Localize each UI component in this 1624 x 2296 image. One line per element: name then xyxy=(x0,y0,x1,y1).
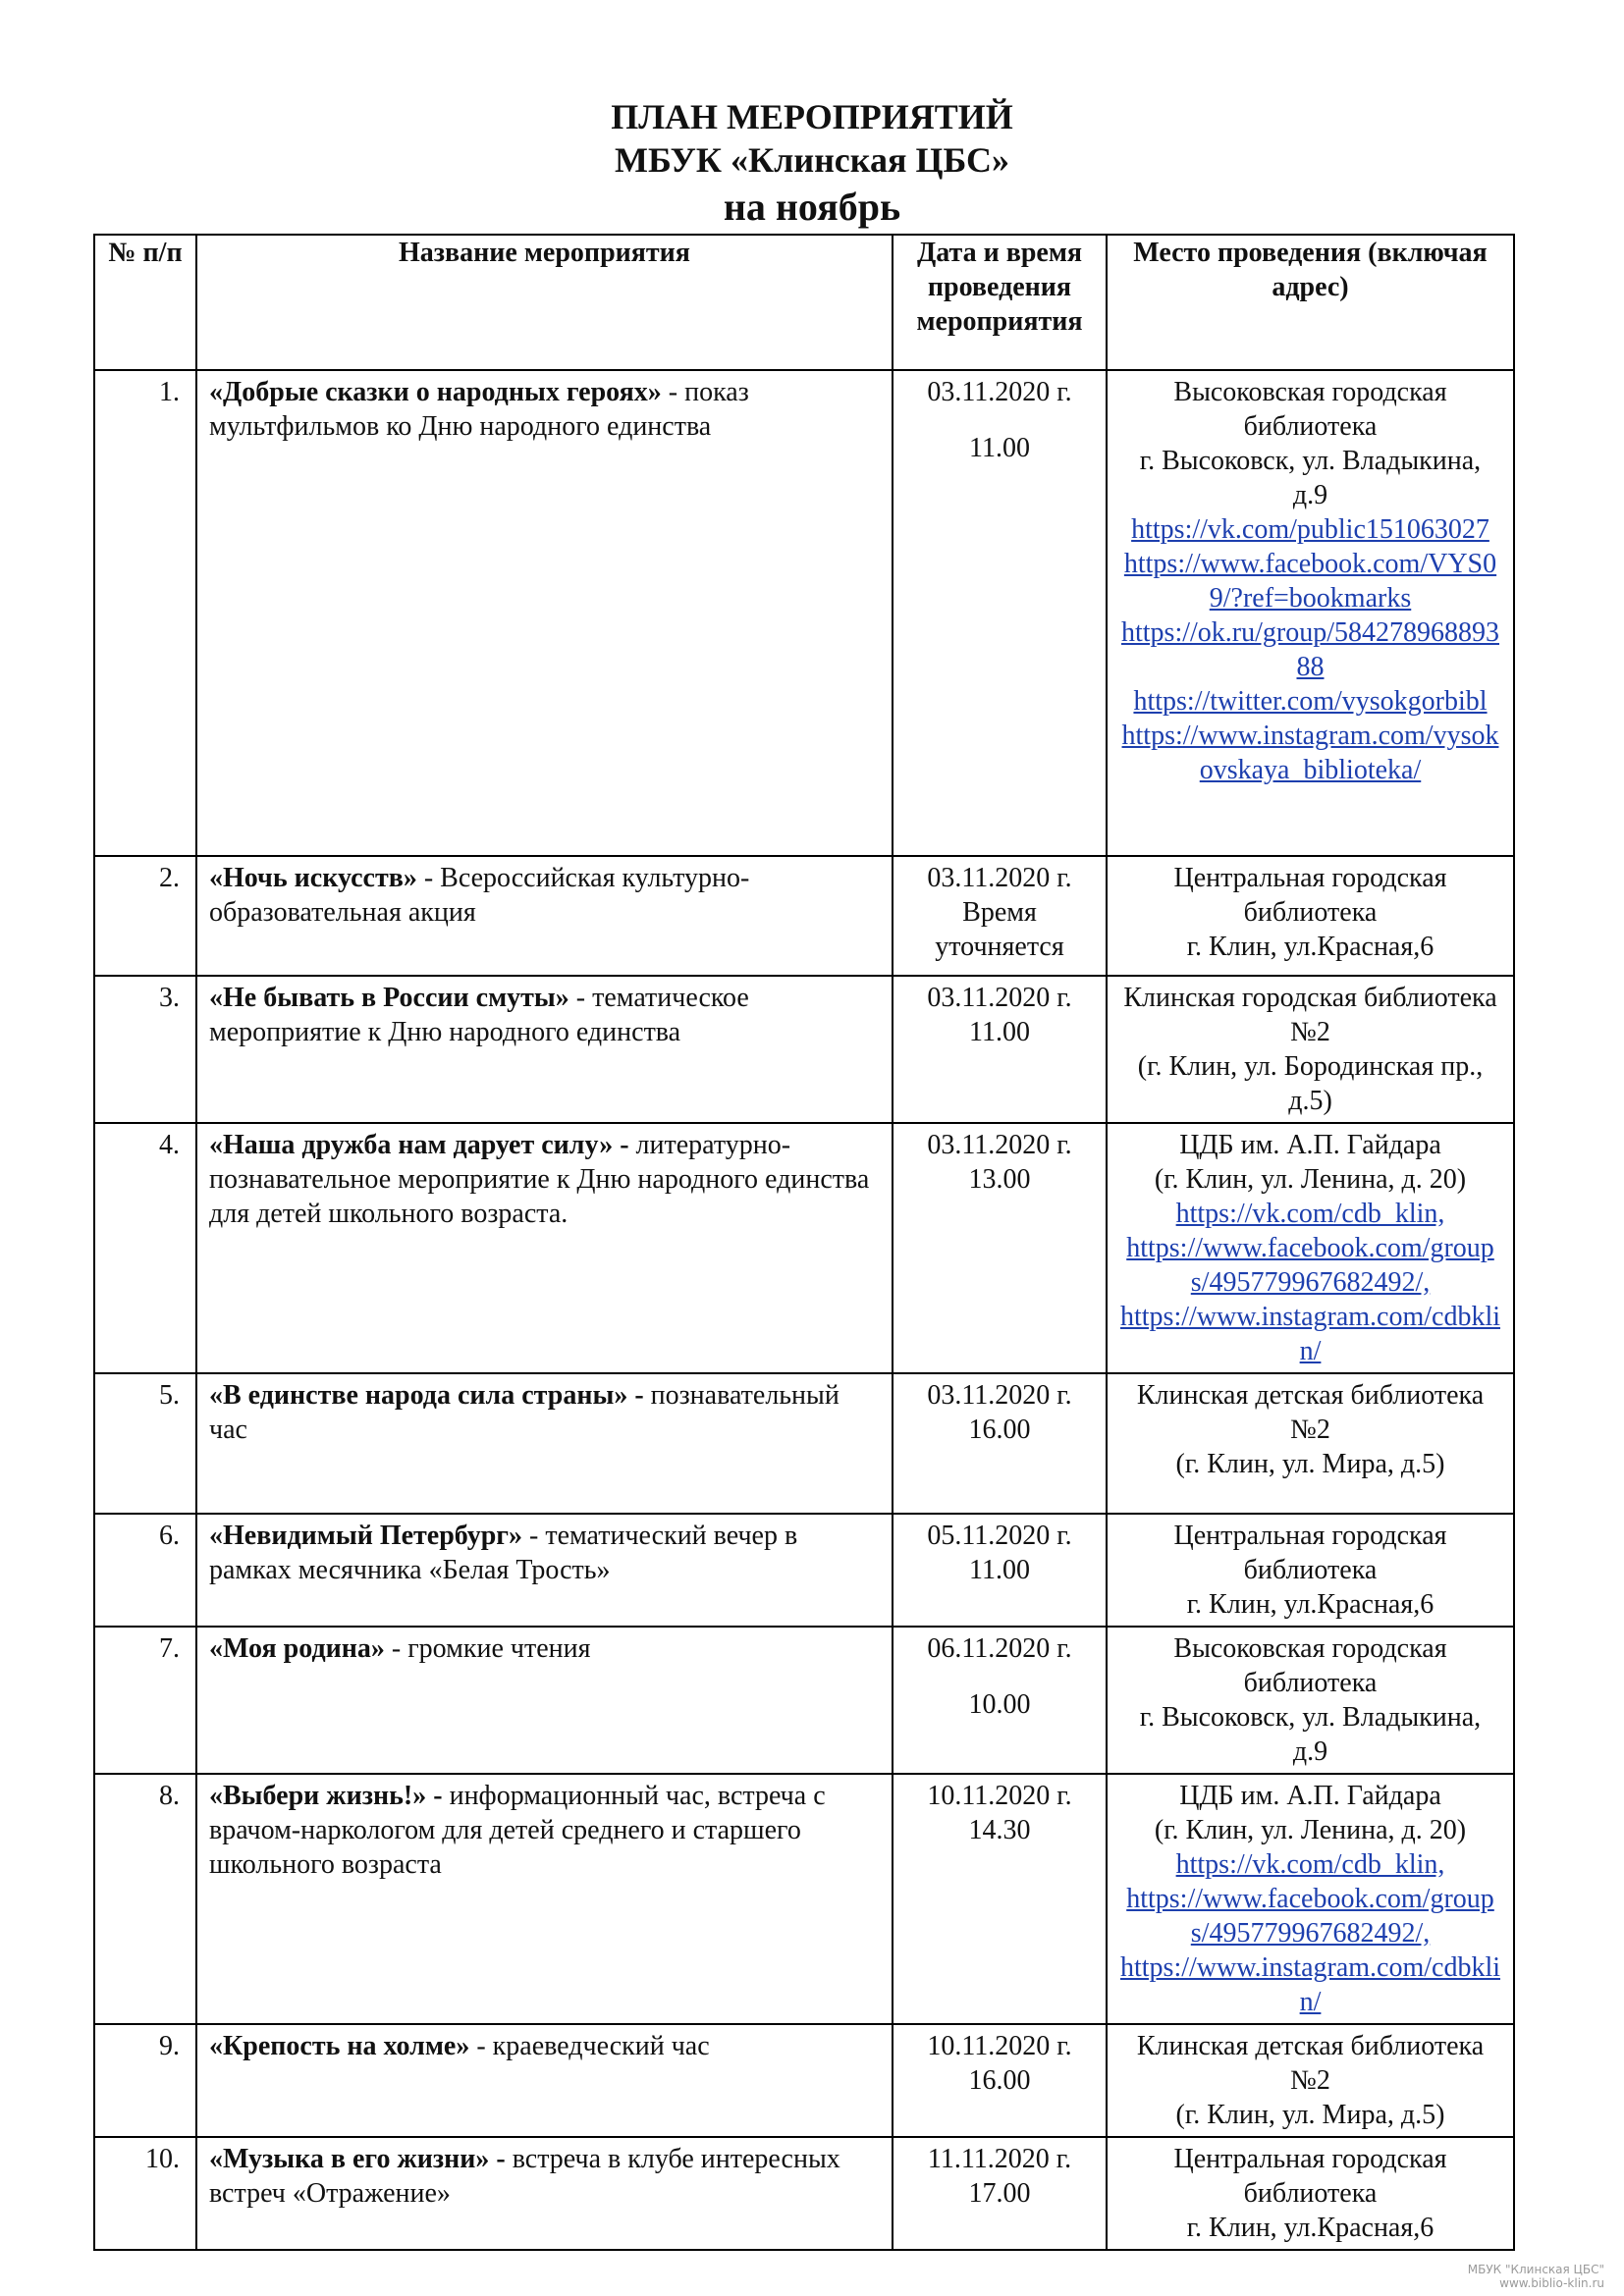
event-time: 10.00 xyxy=(968,1689,1031,1720)
event-time: 16.00 xyxy=(968,1415,1031,1445)
row-number: 8. xyxy=(94,1774,196,2024)
event-name-cell xyxy=(196,2024,893,2137)
event-description: познавательный час xyxy=(209,1380,839,1445)
event-name-cell xyxy=(196,370,893,856)
event-datetime-cell xyxy=(893,976,1107,1123)
table-row xyxy=(94,2024,1514,2137)
event-name-cell xyxy=(196,2137,893,2250)
place-line: г. Высоковск, ул. Владыкина, д.9 xyxy=(1139,446,1482,510)
event-description: - громкие чтения xyxy=(384,1633,591,1664)
event-name-cell xyxy=(196,1627,893,1774)
event-date: 05.11.2020 г. xyxy=(927,1521,1072,1551)
place-link[interactable]: https://vk.com/cdb_klin, xyxy=(1175,1849,1445,1880)
header-place: Место проведения (включая адрес) xyxy=(1107,235,1514,370)
event-date: 10.11.2020 г. xyxy=(927,2031,1072,2061)
place-line: (г. Клин, ул. Мира, д.5) xyxy=(1175,1449,1445,1479)
event-time: 17.00 xyxy=(968,2178,1031,2209)
event-title: «Невидимый Петербург» xyxy=(209,1521,523,1551)
header-name: Название мероприятия xyxy=(196,235,893,370)
place-line: Центральная городская библиотека xyxy=(1173,863,1447,928)
event-title: «В единстве народа сила страны» - xyxy=(209,1380,644,1411)
table-row xyxy=(94,976,1514,1123)
event-description: - краеведческий час xyxy=(469,2031,710,2061)
event-datetime-cell xyxy=(893,1774,1107,2024)
event-name-cell xyxy=(196,976,893,1123)
event-name-cell xyxy=(196,1774,893,2024)
event-place-cell xyxy=(1107,1123,1514,1373)
place-line: Клинская детская библиотека №2 xyxy=(1136,1380,1485,1445)
event-place-cell xyxy=(1107,1774,1514,2024)
row-number: 1. xyxy=(94,370,196,856)
place-line: Центральная городская библиотека xyxy=(1173,2144,1447,2209)
event-date: 03.11.2020 г. xyxy=(927,377,1072,407)
place-line: ЦДБ им. А.П. Гайдара xyxy=(1179,1781,1441,1811)
table-row xyxy=(94,1514,1514,1627)
event-title: «Не бывать в России смуты» xyxy=(209,983,569,1013)
event-time: 11.00 xyxy=(969,1555,1030,1585)
event-title: «Ночь искусств» xyxy=(209,863,417,893)
place-line: г. Высоковск, ул. Владыкина, д.9 xyxy=(1139,1702,1482,1767)
event-date: 10.11.2020 г. xyxy=(927,1781,1072,1811)
events-table xyxy=(93,234,1515,2251)
place-line: г. Клин, ул.Красная,6 xyxy=(1186,2213,1435,2243)
event-time: Время уточняется xyxy=(935,897,1064,962)
event-title: «Выбери жизнь!» - xyxy=(209,1781,443,1811)
event-datetime-cell xyxy=(893,1123,1107,1373)
event-title: «Добрые сказки о народных героях» xyxy=(209,377,662,407)
spacer xyxy=(905,1666,1094,1687)
table-row xyxy=(94,1627,1514,1774)
event-datetime-cell xyxy=(893,2024,1107,2137)
doc-title: ПЛАН МЕРОПРИЯТИЙ xyxy=(611,97,1013,136)
event-title: «Наша дружба нам дарует силу» - xyxy=(209,1130,629,1160)
event-name-cell xyxy=(196,856,893,976)
table-header-row xyxy=(94,235,1514,370)
row-number: 2. xyxy=(94,856,196,976)
event-name-cell xyxy=(196,1373,893,1514)
event-description: - тематический вечер в рамках месячника «Белая Трость» xyxy=(209,1521,798,1585)
place-line: (г. Клин, ул. Ленина, д. 20) xyxy=(1154,1815,1467,1845)
place-line: г. Клин, ул.Красная,6 xyxy=(1186,1589,1435,1620)
doc-month: на ноябрь xyxy=(723,185,901,229)
place-line: ЦДБ им. А.П. Гайдара xyxy=(1179,1130,1441,1160)
place-link[interactable]: https://www.instagram.com/cdbklin/ xyxy=(1119,1952,1501,2017)
event-description: - показ мультфильмов ко Дню народного единства xyxy=(209,377,749,442)
stamp-line: www.biblio-klin.ru xyxy=(1499,2276,1604,2290)
event-datetime-cell xyxy=(893,2137,1107,2250)
event-description: литературно-познавательное мероприятие к Дню народного единства для детей школьного возраста. xyxy=(209,1130,870,1229)
table-row xyxy=(94,856,1514,976)
event-place-cell xyxy=(1107,976,1514,1123)
event-description: - Всероссийская культурно-образовательная акция xyxy=(209,863,750,928)
event-time: 16.00 xyxy=(968,2065,1031,2096)
event-title: «Крепость на холме» xyxy=(209,2031,470,2061)
event-datetime-cell xyxy=(893,1514,1107,1627)
row-number: 4. xyxy=(94,1123,196,1373)
event-time: 11.00 xyxy=(969,433,1030,463)
table-row xyxy=(94,1123,1514,1373)
table-row xyxy=(94,370,1514,856)
place-line: Центральная городская библиотека xyxy=(1173,1521,1447,1585)
doc-org: МБУК «Клинская ЦБС» xyxy=(614,140,1010,180)
place-link[interactable]: https://www.facebook.com/groups/495779967682492/, xyxy=(1126,1233,1494,1298)
event-time: 14.30 xyxy=(968,1815,1031,1845)
table-body xyxy=(94,370,1514,2250)
place-line: (г. Клин, ул. Ленина, д. 20) xyxy=(1154,1164,1467,1195)
row-number: 7. xyxy=(94,1627,196,1774)
header-date: Дата и время проведения мероприятия xyxy=(893,235,1107,370)
event-name-cell xyxy=(196,1123,893,1373)
event-datetime-cell xyxy=(893,1627,1107,1774)
place-link[interactable]: https://www.facebook.com/groups/495779967682492/, xyxy=(1126,1884,1494,1949)
event-place-cell xyxy=(1107,2024,1514,2137)
event-place-cell xyxy=(1107,2137,1514,2250)
row-number: 10. xyxy=(94,2137,196,2250)
event-place-cell xyxy=(1107,1373,1514,1514)
event-date: 11.11.2020 г. xyxy=(927,2144,1072,2174)
event-date: 03.11.2020 г. xyxy=(927,1130,1072,1160)
watermark-stamp xyxy=(1468,2263,1604,2290)
row-number: 6. xyxy=(94,1514,196,1627)
event-datetime-cell xyxy=(893,856,1107,976)
event-time: 11.00 xyxy=(969,1017,1030,1047)
row-number: 3. xyxy=(94,976,196,1123)
table-row xyxy=(94,2137,1514,2250)
event-title: «Музыка в его жизни» - xyxy=(209,2144,506,2174)
event-name-cell xyxy=(196,1514,893,1627)
place-line: Клинская городская библиотека №2 xyxy=(1123,983,1497,1047)
place-line: (г. Клин, ул. Бородинская пр., д.5) xyxy=(1137,1051,1484,1116)
spacer xyxy=(905,409,1094,431)
event-datetime-cell xyxy=(893,1373,1107,1514)
place-link[interactable]: https://www.instagram.com/vysokovskaya_biblioteka/ xyxy=(1121,721,1499,785)
place-link[interactable]: https://ok.ru/group/58427896889388 xyxy=(1121,617,1499,682)
place-line: Высоковская городская библиотека xyxy=(1173,377,1447,442)
event-place-cell xyxy=(1107,1514,1514,1627)
stamp-line: МБУК "Клинская ЦБС" xyxy=(1467,2263,1604,2276)
place-link[interactable]: https://www.facebook.com/VYS09/?ref=bookmarks xyxy=(1123,549,1497,614)
event-date: 03.11.2020 г. xyxy=(927,983,1072,1013)
place-link[interactable]: https://vk.com/cdb_klin, xyxy=(1175,1199,1445,1229)
place-line: Клинская детская библиотека №2 xyxy=(1136,2031,1485,2096)
event-time: 13.00 xyxy=(968,1164,1031,1195)
event-datetime-cell xyxy=(893,370,1107,856)
header-num: № п/п xyxy=(94,235,196,370)
place-link[interactable]: https://vk.com/public151063027 xyxy=(1131,514,1489,545)
place-line: (г. Клин, ул. Мира, д.5) xyxy=(1175,2100,1445,2130)
row-number: 5. xyxy=(94,1373,196,1514)
event-place-cell xyxy=(1107,856,1514,976)
row-number: 9. xyxy=(94,2024,196,2137)
place-line: Высоковская городская библиотека xyxy=(1173,1633,1447,1698)
event-date: 03.11.2020 г. xyxy=(927,1380,1072,1411)
event-description: встреча в клубе интересных встреч «Отражение» xyxy=(209,2144,840,2209)
event-place-cell xyxy=(1107,370,1514,856)
table-row xyxy=(94,1373,1514,1514)
event-date: 03.11.2020 г. xyxy=(927,863,1072,893)
place-line: г. Клин, ул.Красная,6 xyxy=(1186,932,1435,962)
place-link[interactable]: https://twitter.com/vysokgorbibl xyxy=(1133,686,1488,717)
event-title: «Моя родина» xyxy=(209,1633,385,1664)
event-date: 06.11.2020 г. xyxy=(927,1633,1072,1664)
table-row xyxy=(94,1774,1514,2024)
place-link[interactable]: https://www.instagram.com/cdbklin/ xyxy=(1119,1302,1501,1366)
event-place-cell xyxy=(1107,1627,1514,1774)
event-description: информационный час, встреча с врачом-наркологом для детей среднего и старшего школьного возраста xyxy=(209,1781,826,1880)
event-description: - тематическое мероприятие к Дню народного единства xyxy=(209,983,749,1047)
